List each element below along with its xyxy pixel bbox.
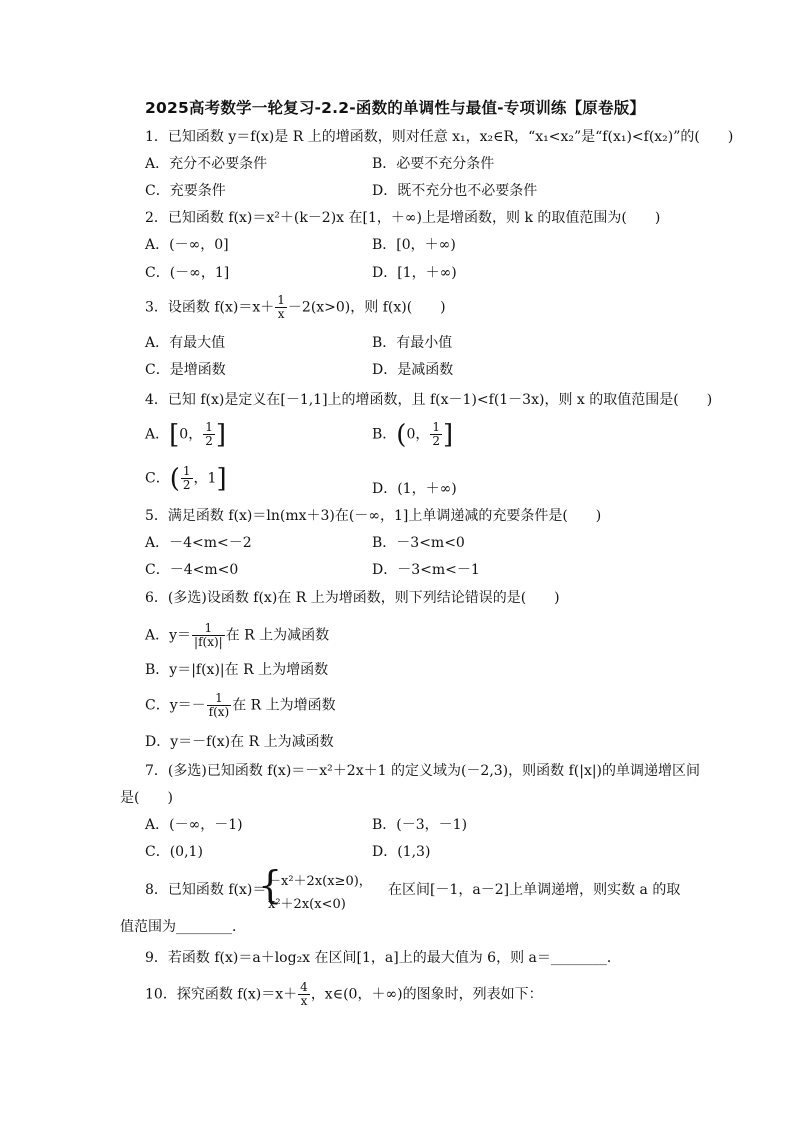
q3-frac-num: 1	[277, 293, 285, 307]
q2-stem: 2．已知函数 f(x)＝x²＋(k－2)x 在[1，＋∞)上是增函数，则 k 的取值范围为( )	[145, 210, 661, 226]
q3-option-b: B．有最小值	[372, 335, 453, 351]
q3-stem-pre: 3．设函数 f(x)＝x＋	[145, 299, 275, 316]
q5-option-c: C．－4<m<0	[145, 562, 239, 578]
q7-option-a: A．(－∞，－1)	[145, 817, 243, 833]
page-title: 2025高考数学一轮复习-2.2-函数的单调性与最值-专项训练【原卷版】	[145, 99, 646, 117]
q2-option-c: C．(－∞，1]	[145, 265, 230, 281]
q7-stem-line2: 是( )	[120, 790, 173, 806]
q4-a-left: 0，	[179, 426, 203, 443]
q4-option-c: C．( $\frac{1}{2}$ ，1]	[145, 463, 227, 494]
q1-option-c: C．充要条件	[145, 183, 226, 199]
q8-stem-line2: 值范围为________．	[120, 919, 246, 935]
q6-option-a: A．y＝ $\frac{1}{|f(x)|}$ 在 R 上为减函数	[145, 621, 330, 649]
q1-stem: 1．已知函数 y＝f(x)是 R 上的增函数，则对任意 x₁，x₂∈R，“x₁<x₂”是“f(x₁)<f(x₂)”的( )	[145, 129, 734, 145]
q3-stem-post: －2(x>0)，则 f(x)( )	[287, 299, 446, 316]
q2-option-d: D．[1，＋∞)	[372, 265, 457, 281]
q8-stem-pre: 8．已知函数 f(x)＝	[145, 882, 267, 898]
q4-stem: 4．已知 f(x)是定义在[－1,1]上的增函数，且 f(x－1)<f(1－3x)，则 x 的取值范围是( )	[145, 392, 713, 408]
q7-stem-line1: 7．(多选)已知函数 f(x)＝－x²＋2x＋1 的定义域为(－2,3)，则函数 f(|x|)的单调递增区间	[145, 763, 701, 779]
q3-option-c: C．是增函数	[145, 362, 226, 378]
q8-piece-2: x²＋2x(x<0)	[268, 897, 346, 912]
q4-option-b: B．(0， $\frac{1}{2}$ ]	[372, 419, 454, 450]
q1-option-a: A．充分不必要条件	[145, 156, 268, 172]
q9-stem: 9．若函数 f(x)＝a＋log₂x 在区间[1，a]上的最大值为 6，则 a＝________．	[145, 950, 621, 966]
q7-option-d: D．(1,3)	[372, 844, 431, 860]
q2-option-b: B．[0，＋∞)	[372, 237, 456, 253]
q4-c-right: ，1	[193, 470, 217, 487]
q8-stem-post: 在区间[－1，a－2]上单调递增，则实数 a 的取	[388, 882, 681, 898]
q1-option-b: B．必要不充分条件	[372, 156, 495, 172]
q6-option-b: B．y＝|f(x)|在 R 上为增函数	[145, 662, 329, 678]
q1-option-d: D．既不充分也不必要条件	[372, 183, 538, 199]
q3-option-a: A．有最大值	[145, 335, 226, 351]
q4-option-a: A．[0， $\frac{1}{2}$ ]	[145, 419, 226, 450]
q4-b-left: 0，	[406, 426, 430, 443]
q8-brace: {	[258, 863, 283, 907]
q4-b-label: B．	[372, 426, 397, 443]
q8-piece-1: －x²＋2x(x≥0)，	[268, 874, 372, 889]
q5-option-b: B．－3<m<0	[372, 535, 465, 551]
q7-option-b: B．(－3，－1)	[372, 817, 468, 833]
q2-option-a: A．(－∞，0]	[145, 237, 229, 253]
q3-frac-den: x	[275, 307, 287, 321]
q4-a-label: A．	[145, 426, 170, 443]
q3-option-d: D．是减函数	[372, 362, 454, 378]
q10-stem: 10．探究函数 f(x)＝x＋ $\frac{4}{x}$ ，x∈(0，＋∞)的图象时，列表如下：	[145, 980, 543, 1008]
q3-stem	[145, 294, 446, 321]
q5-stem: 5．满足函数 f(x)＝ln(mx＋3)在(－∞，1]上单调递减的充要条件是( )	[145, 508, 602, 524]
q3-fraction	[275, 294, 287, 321]
q5-option-d: D．－3<m<－1	[372, 562, 480, 578]
q7-option-c: C．(0,1)	[145, 844, 203, 860]
q5-option-a: A．－4<m<－2	[145, 535, 252, 551]
q6-option-c: C．y＝－ $\frac{1}{f(x)}$ 在 R 上为增函数	[145, 691, 336, 719]
q4-c-label: C．	[145, 470, 170, 487]
q4-option-d: D．(1，＋∞)	[372, 481, 457, 497]
q6-stem: 6．(多选)设函数 f(x)在 R 上为增函数，则下列结论错误的是( )	[145, 590, 560, 606]
q6-option-d: D．y＝－f(x)在 R 上为减函数	[145, 734, 334, 750]
